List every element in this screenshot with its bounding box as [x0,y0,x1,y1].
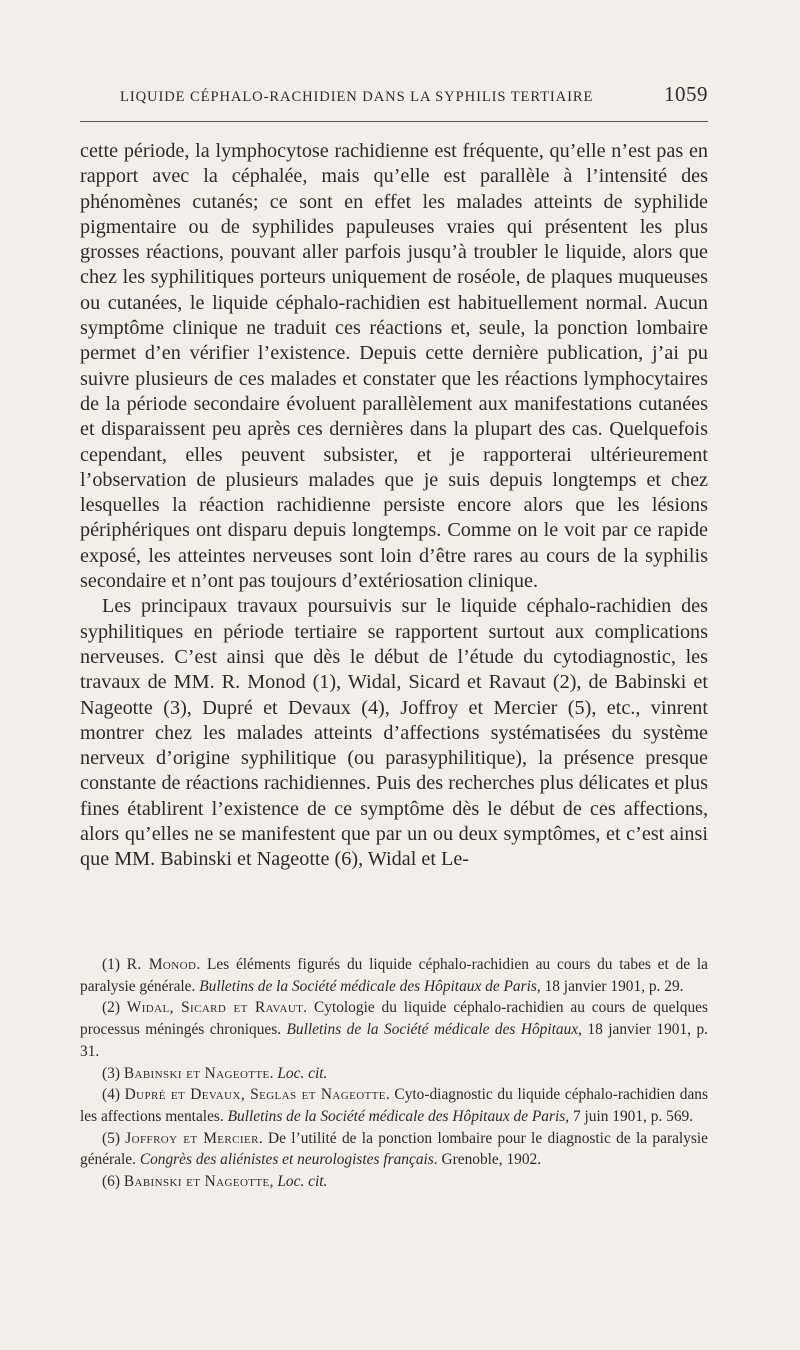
footnote-4 [80,1084,708,1127]
page-number: 1059 [664,82,708,106]
footnote-text: . De l’utilité de la ponction lombaire pour le diagnostic de la paralysie générale. [80,1129,708,1169]
footnote-number: (6) [102,1173,120,1191]
footnote-authors: Babinski et Nageotte [123,1064,270,1082]
footnote-authors: Babinski et Nageotte [123,1173,270,1191]
footnote-number: (3) [102,1064,120,1082]
footnote-details: . Grenoble, 1902. [433,1151,542,1169]
footnote-number: (4) [102,1086,120,1104]
footnote-text: . [269,1064,278,1082]
footnote-source: Loc. cit. [277,1173,328,1191]
footnote-source: Loc. cit. [277,1064,328,1082]
footnote-text: , [269,1173,278,1191]
footnote-authors: Dupré et Devaux, Seglas et Nageotte [124,1086,386,1104]
footnote-number: (2) [102,999,120,1017]
footnote-text: . Les éléments figurés du liquide céphalo-rachidien au cours du tabes et de la paralysie générale. [80,956,708,995]
footnote-authors: Widal, Sicard et Ravaut [126,999,304,1017]
footnote-details: , 7 juin 1901, p. 569. [565,1107,694,1125]
paragraph: cette période, la lymphocytose rachidienne est fréquente, qu’elle n’est pas en rapport avec la céphalée, mais qu’elle est parallèle à l’intensité des phénomènes cutanés; ce sont en effet les malades atteints de syphilide pigmentaire ou de syphilides papuleuses vraies qui présentent les plus grosses réactions, pouvant aller parfois jusqu’à troubler le liquide, alors que chez les syphilitiques porteurs uniquement de roséole, de plaques muqueuses ou cutanées, le liquide céphalo-rachidien est habituellement normal. Aucun symptôme clinique ne traduit ces réactions et, seule, la ponction lombaire permet d’en vérifier l’existence. Depuis cette dernière publication, j’ai pu suivre plusieurs de ces malades et constater que les réactions lymphocytaires de la période secondaire évoluent parallèlement aux manifestations cutanées et disparaissent peu après ces dernières dans la plupart des cas. Quelquefois cependant, elles peuvent subsister, et je rapporterai ultérieurement l’observation de plusieurs malades que je suis depuis longtemps et chez lesquelles la réaction rachidienne persiste encore alors que les lésions périphériques ont disparu depuis longtemps. Comme on le voit par ce rapide exposé, les atteintes nerveuses sont loin d’être rares au cours de la syphilis secondaire et n’ont pas toujours d’extériosation clinique. [80,140,708,593]
body-text [80,139,708,873]
footnote-source: Congrès des aliénistes et neurologistes français [139,1151,434,1169]
running-head [80,82,708,107]
paragraph: Les principaux travaux poursuivis sur le liquide céphalo-rachidien des syphilitiques en période tertiaire se rapportent surtout aux complications nerveuses. C’est ainsi que dès le début de l’étude du cytodiagnostic, les travaux de MM. R. Monod (1), Widal, Sicard et Ravaut (2), de Babinski et Nageotte (3), Dupré et Devaux (4), Joffroy et Mercier (5), etc., vinrent montrer chez les malades atteints d’affections systématisées du système nerveux d’origine syphilitique (ou parasyphilitique), la présence presque constante de réactions rachidiennes. Puis des recherches plus délicates et plus fines établirent l’existence de ce symptôme dès le début de ces affections, alors qu’elles ne se manifestent que par un ou deux symptômes, et c’est ainsi que MM. Babinski et Nageotte (6), Widal et Le- [80,595,708,871]
footnote-text: . Cyto-diagnostic du liquide céphalo-rachidien dans les affections mentales. [80,1086,708,1125]
footnote-source: Bulletins de la Société médicale des Hôpitaux de Paris [227,1107,566,1125]
footnote-details: , 18 janvier 1901, p. 29. [536,977,684,995]
footnotes [80,954,708,1193]
footnote-source: Bulletins de la Société médicale des Hôpitaux [286,1021,579,1039]
footnote-authors: R. Monod [126,956,197,973]
footnote-5 [80,1128,708,1171]
footnote-1 [80,954,708,997]
footnote-number: (1) [102,956,120,973]
footnote-details: , 18 janvier 1901, p. 31. [80,1021,709,1060]
footnote-source: Bulletins de la Société médicale des Hôpitaux de Paris [199,977,537,995]
footnote-authors: Joffroy et Mercier [125,1129,259,1147]
footnote-2 [80,997,708,1062]
footnote-3 [80,1063,708,1085]
footnote-text: . Cytologie du liquide céphalo-rachidien au cours de quelques processus méningés chroniques. [80,999,708,1039]
footnote-6 [80,1171,708,1193]
footnote-number: (5) [102,1129,120,1147]
running-title: LIQUIDE CÉPHALO-RACHIDIEN DANS LA SYPHILIS TERTIAIRE [120,89,594,105]
header-rule [80,121,708,122]
